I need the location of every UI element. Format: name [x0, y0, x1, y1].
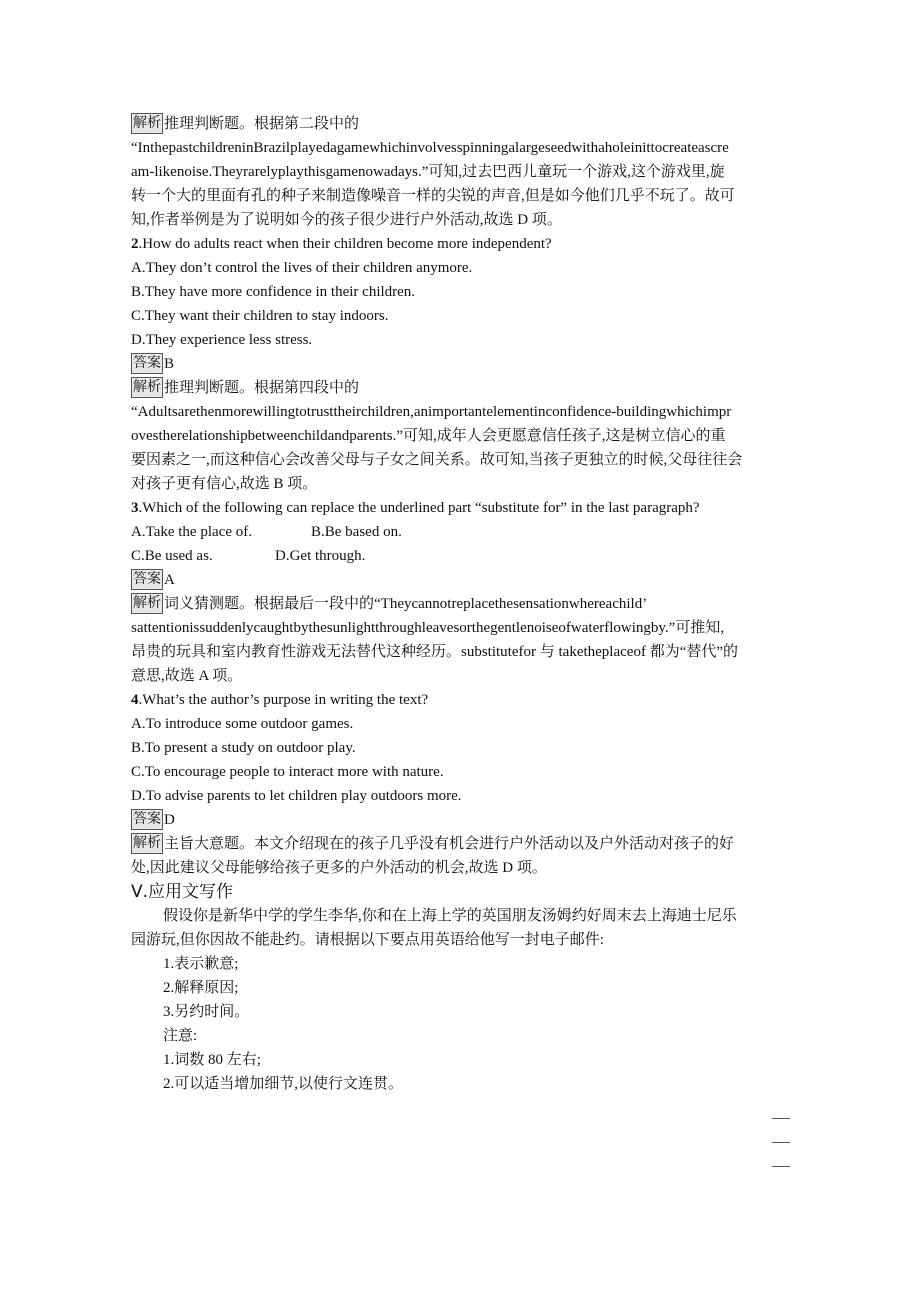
option-b: B.To present a study on outdoor play.: [131, 740, 356, 756]
question-2: [131, 232, 791, 496]
answer-value: D: [164, 812, 175, 828]
question-number: 2: [131, 236, 139, 252]
requirement-point: 2.解释原因;: [163, 980, 239, 996]
answer-tag: 答案: [131, 809, 163, 830]
question-4: [131, 688, 791, 880]
prompt-text: 园游玩,但你因故不能赴约。请根据以下要点用英语给他写一封电子邮件:: [131, 932, 604, 948]
question-3: [131, 496, 791, 688]
answer-tag: 答案: [131, 353, 163, 374]
option-c: C.They want their children to stay indoors.: [131, 308, 389, 324]
writing-section: [131, 880, 791, 1096]
option-a: A.They don’t control the lives of their children anymore.: [131, 260, 473, 276]
analysis-text: 意思,故选 A 项。: [131, 668, 243, 684]
analysis-text: ovestherelationshipbetweenchildandparents.”可知,成年人会更愿意信任孩子,这是树立信心的重: [131, 428, 726, 444]
section-title: Ⅴ.应用文写作: [131, 882, 234, 902]
question-text: .Which of the following can replace the underlined part “substitute for” in the last paragraph?: [138, 500, 700, 516]
answer-value: A: [164, 572, 175, 588]
option-b: B.They have more confidence in their children.: [131, 284, 416, 300]
analysis-text: sattentionissuddenlycaughtbythesunlightthroughleavesorthegentlenoiseofwaterflowingby.”可推知,: [131, 620, 725, 636]
note-item: 2.可以适当增加细节,以使行文连贯。: [163, 1076, 404, 1092]
analysis-text: 知,作者举例是为了说明如今的孩子很少进行户外活动,故选 D 项。: [131, 212, 562, 228]
analysis-tag: 解析: [131, 113, 163, 134]
analysis-text: 转一个大的里面有孔的种子来制造像噪音一样的尖锐的声音,但是如今他们几乎不玩了。故可: [131, 188, 735, 204]
question-text: .What’s the author’s purpose in writing the text?: [138, 692, 429, 708]
blank-line: [772, 1118, 790, 1119]
question-number: 4: [131, 692, 139, 708]
analysis-text: 主旨大意题。本文介绍现在的孩子几乎没有机会进行户外活动以及户外活动对孩子的好: [164, 836, 735, 852]
notes-label: 注意:: [163, 1028, 198, 1044]
analysis-text: “InthepastchildreninBrazilplayedagamewhichinvolvesspinningalargeseedwithaholeinittocreateascre: [131, 140, 729, 156]
answer-tag: 答案: [131, 569, 163, 590]
option-a: A.To introduce some outdoor games.: [131, 716, 354, 732]
option-a: A.Take the place of.: [131, 524, 252, 540]
analysis-tag: 解析: [131, 593, 163, 614]
option-c: C.To encourage people to interact more with nature.: [131, 764, 444, 780]
analysis-tag: 解析: [131, 377, 163, 398]
analysis-tag: 解析: [131, 833, 163, 854]
analysis-text: 词义猜测题。根据最后一段中的“Theycannotreplacethesensationwhereachild’: [164, 596, 648, 612]
question-text: .How do adults react when their children become more independent?: [138, 236, 552, 252]
blank-line: [772, 1142, 790, 1143]
option-d: D.They experience less stress.: [131, 332, 313, 348]
question-number: 3: [131, 500, 139, 516]
option-d: D.To advise parents to let children play outdoors more.: [131, 788, 462, 804]
option-b: B.Be based on.: [311, 524, 402, 540]
blank-line: [772, 1166, 790, 1167]
analysis-text: “Adultsarethenmorewillingtotrusttheirchildren,animportantelementinconfidence-buildingwhichimpr: [131, 404, 732, 420]
requirement-point: 1.表示歉意;: [163, 956, 239, 972]
analysis-text: am-likenoise.Theyrarelyplaythisgamenowadays.”可知,过去巴西儿童玩一个游戏,这个游戏里,旋: [131, 164, 725, 180]
prompt-text: 假设你是新华中学的学生李华,你和在上海上学的英国朋友汤姆约好周末去上海迪士尼乐: [163, 908, 737, 924]
analysis-text: 对孩子更有信心,故选 B 项。: [131, 476, 318, 492]
option-c: C.Be used as.: [131, 548, 213, 564]
analysis-text: 要因素之一,而这种信心会改善父母与子女之间关系。故可知,当孩子更独立的时候,父母往往会: [131, 452, 743, 468]
answer-value: B: [164, 356, 175, 372]
analysis-text: 推理判断题。根据第二段中的: [164, 116, 360, 132]
analysis-text: 推理判断题。根据第四段中的: [164, 380, 360, 396]
document-page: [131, 112, 791, 1096]
q1-analysis: [131, 112, 791, 232]
analysis-text: 昂贵的玩具和室内教育性游戏无法替代这种经历。substitutefor 与 taketheplaceof 都为“替代”的: [131, 644, 739, 660]
option-d: D.Get through.: [275, 548, 366, 564]
analysis-text: 处,因此建议父母能够给孩子更多的户外活动的机会,故选 D 项。: [131, 860, 547, 876]
note-item: 1.词数 80 左右;: [163, 1052, 261, 1068]
requirement-point: 3.另约时间。: [163, 1004, 250, 1020]
answer-blank-lines: [772, 1118, 790, 1190]
